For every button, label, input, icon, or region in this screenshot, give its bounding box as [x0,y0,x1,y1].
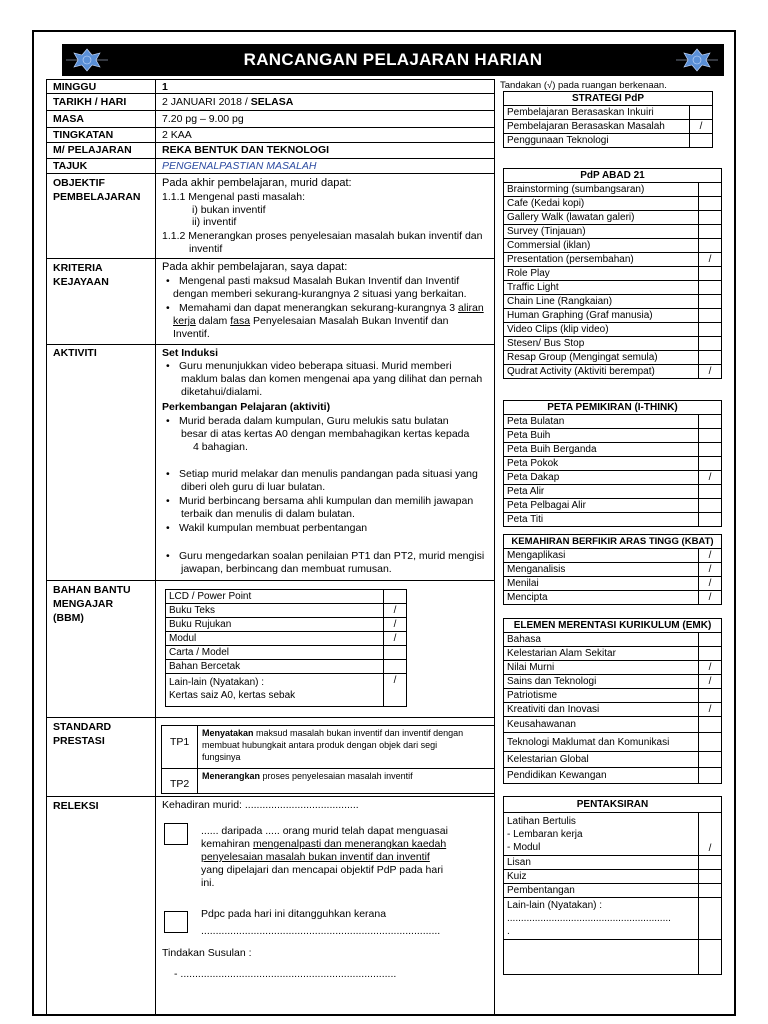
tp2-desc: Menerangkan proses penyelesaian masalah inventif [202,771,413,781]
abad-item: Stesen/ Bus Stop [504,337,699,351]
pentaksiran-checkbox[interactable]: / [699,813,722,856]
subjek-label: M/ PELAJARAN [53,144,132,156]
objektif-line: inventif [189,243,223,255]
peta-checkbox[interactable]: / [699,471,722,485]
peta-checkbox[interactable] [699,499,722,513]
peta-table [503,400,722,527]
strategi-checkbox[interactable]: / [690,120,713,134]
abad-checkbox[interactable] [699,225,722,239]
pentaksiran-checkbox[interactable] [699,856,722,870]
emk-checkbox[interactable]: / [699,661,722,675]
bbm-table [165,589,407,707]
pentaksiran-lain-label: Lain-lain (Nyatakan) : [507,900,603,911]
tajuk-label: TAJUK [53,160,88,172]
pentaksiran-item: Lisan [504,856,699,870]
bbm-lain-value: Kertas saiz A0, kertas sebak [169,690,296,701]
pentaksiran-item: - Lembaran kerja [507,829,583,840]
pentaksiran-blank [504,940,699,975]
refleksi-label: RELEKSI [53,800,99,812]
abad-checkbox[interactable] [699,351,722,365]
abad-item: Presentation (persembahan) [504,253,699,267]
kehadiran-line: Kehadiran murid: ....................................... [162,799,359,811]
peta-item: Peta Dakap [504,471,699,485]
abad-item: Human Graphing (Graf manusia) [504,309,699,323]
pentaksiran-table [503,796,722,975]
masa-value: 7.20 pg – 9.00 pg [162,113,244,125]
title-bar [62,44,724,76]
bbm-item: LCD / Power Point [166,590,384,604]
emk-item: Patriotisme [504,689,699,703]
peta-item: Peta Titi [504,513,699,527]
kbat-item: Mencipta [504,591,699,605]
peta-checkbox[interactable] [699,485,722,499]
set-induksi-heading: Set Induksi [162,347,219,359]
aktiviti-item: • Murid berbincang bersama ahli kumpulan dan memilih jawapan terbaik dan menulis di dalam bulatan. [162,495,473,521]
kbat-checkbox[interactable]: / [699,591,722,605]
bbm-item: Modul [166,632,384,646]
refleksi-text: Pdpc pada hari ini ditangguhkan kerana .................................................................................. [201,908,441,937]
tp1-desc: Menyatakan maksud masalah bukan inventif dan inventif dengan membuat hubungkait antara produk dengan objek dari segi fungsinya [202,728,464,762]
strategi-checkbox[interactable] [690,106,713,120]
emk-title: ELEMEN MERENTASI KURIKULUM (EMK) [504,619,722,633]
emk-checkbox[interactable]: / [699,675,722,689]
emk-table [503,618,722,784]
minggu-value: 1 [162,81,168,93]
pentaksiran-item: Pembentangan [504,884,699,898]
kbat-checkbox[interactable]: / [699,549,722,563]
aktiviti-item: • Wakil kumpulan membuat perbentangan [162,522,367,535]
pentaksiran-checkbox[interactable] [699,940,722,975]
emk-checkbox[interactable] [699,752,722,768]
tindakan-line: - .......................................................................... [174,968,397,980]
emk-item: Nilai Murni [504,661,699,675]
aktiviti-item: • Guru mengedarkan soalan penilaian PT1 dan PT2, murid mengisi jawapan, berbincang dan membuat rumusan. [162,550,484,576]
peta-checkbox[interactable] [699,443,722,457]
abad-checkbox[interactable] [699,323,722,337]
bbm-item: Buku Rujukan [166,618,384,632]
emk-checkbox[interactable] [699,768,722,784]
ornament-icon [64,47,110,73]
emk-checkbox[interactable] [699,633,722,647]
abad-checkbox[interactable] [699,239,722,253]
kriteria-intro: Pada akhir pembelajaran, saya dapat: [162,261,348,273]
abad-checkbox[interactable] [699,267,722,281]
objektif-line: 1.1.2 Menerangkan proses penyelesaian masalah bukan inventif dan [162,230,483,242]
pentaksiran-checkbox[interactable] [699,898,722,940]
pentaksiran-checkbox[interactable] [699,884,722,898]
kbat-checkbox[interactable]: / [699,563,722,577]
page-title: RANCANGAN PELAJARAN HARIAN [243,50,543,69]
abad-item: Commersial (iklan) [504,239,699,253]
pentaksiran-item: Latihan Bertulis [507,816,576,827]
tajuk-value: PENGENALPASTIAN MASALAH [162,160,317,172]
abad-checkbox[interactable] [699,281,722,295]
abad-table [503,168,722,379]
abad-item: Traffic Light [504,281,699,295]
bbm-checkbox[interactable] [384,590,407,604]
abad-checkbox[interactable] [699,295,722,309]
minggu-label: MINGGU [53,81,97,93]
strategi-item: Pembelajaran Berasaskan Masalah [504,120,690,134]
kriteria-item: • Mengenal pasti maksud Masalah Bukan Inventif dan Inventif dengan memberi sekurang-kurangnya 2 situasi yang berkaitan. [162,275,467,301]
peta-item: Peta Buih [504,429,699,443]
tingkatan-label: TINGKATAN [53,129,114,141]
strategi-checkbox[interactable] [690,134,713,148]
strategi-table [503,91,713,148]
abad-checkbox[interactable] [699,211,722,225]
kbat-item: Menganalisis [504,563,699,577]
emk-item: Bahasa [504,633,699,647]
emk-item: Pendidikan Kewangan [504,768,699,784]
abad-title: PdP ABAD 21 [504,169,722,183]
peta-checkbox[interactable] [699,457,722,471]
abad-item: Cafe (Kedai kopi) [504,197,699,211]
pentaksiran-title: PENTAKSIRAN [504,797,722,813]
aktiviti-item: • Setiap murid melakar dan menulis pandangan pada situasi yang diberi oleh guru di luar bulatan. [162,468,478,494]
emk-item: Keusahawanan [504,717,699,733]
emk-checkbox[interactable] [699,689,722,703]
tingkatan-value: 2 KAA [162,129,192,141]
masa-label: MASA [53,113,84,125]
refleksi-text: ...... daripada ..... orang murid telah dapat menguasai kemahiran mengenalpasti dan menerangkan kaedah penyelesaian masalah bukan inventif dan inventif yang dipelajari dan mencapai objektif PdP pada hari ini. [201,825,448,889]
bbm-checkbox[interactable]: / [384,618,407,632]
bbm-item: Bahan Bercetak [166,660,384,674]
abad-checkbox[interactable]: / [699,365,722,379]
bbm-checkbox[interactable] [384,660,407,674]
peta-item: Peta Bulatan [504,415,699,429]
bbm-lain-label: Lain-lain (Nyatakan) : [169,677,265,688]
abad-checkbox[interactable] [699,183,722,197]
objektif-line: i) bukan inventif [192,204,266,216]
instruction-note: Tandakan (√) pada ruangan berkenaan. [500,80,667,91]
kbat-checkbox[interactable]: / [699,577,722,591]
bbm-checkbox[interactable]: / [384,604,407,618]
emk-item: Kelestarian Alam Sekitar [504,647,699,661]
abad-item: Video Clips (klip video) [504,323,699,337]
emk-checkbox[interactable] [699,733,722,752]
emk-item: Kelestarian Global [504,752,699,768]
strategi-item: Penggunaan Teknologi [504,134,690,148]
refleksi-checkbox[interactable] [164,911,188,933]
kbat-item: Mengaplikasi [504,549,699,563]
abad-checkbox[interactable] [699,309,722,323]
aktiviti-label: AKTIVITI [53,347,97,359]
peta-item: Peta Buih Berganda [504,443,699,457]
kbat-item: Menilai [504,577,699,591]
bbm-label: BAHAN BANTU MENGAJAR (BBM) [53,584,131,624]
pentaksiran-item: - Modul [507,842,541,853]
emk-item: Sains dan Teknologi [504,675,699,689]
abad-checkbox[interactable]: / [699,253,722,267]
emk-item: Kreativiti dan Inovasi [504,703,699,717]
peta-item: Peta Pelbagai Alir [504,499,699,513]
bbm-item: Buku Teks [166,604,384,618]
peta-title: PETA PEMIKIRAN (I-THINK) [504,401,722,415]
abad-item: Brainstorming (sumbangsaran) [504,183,699,197]
peta-checkbox[interactable] [699,415,722,429]
kbat-table [503,534,722,605]
subjek-value: REKA BENTUK DAN TEKNOLOGI [162,144,330,156]
kriteria-label: KRITERIA KEJAYAAN [53,262,109,288]
standard-label: STANDARD PRESTASI [53,721,112,747]
objektif-label: OBJEKTIF PEMBELAJARAN [53,177,141,203]
pentaksiran-checkbox[interactable] [699,870,722,884]
abad-item: Resap Group (Mengingat semula) [504,351,699,365]
kbat-title: KEMAHIRAN BERFIKIR ARAS TINGG (KBAT) [504,535,722,549]
ornament-icon [674,47,720,73]
pentaksiran-lain-line: . [507,926,510,937]
strategi-title: STRATEGI PdP [504,92,713,106]
abad-item: Role Play [504,267,699,281]
peta-checkbox[interactable] [699,429,722,443]
peta-item: Peta Alir [504,485,699,499]
abad-item: Survey (Tinjauan) [504,225,699,239]
abad-checkbox[interactable] [699,337,722,351]
perkembangan-heading: Perkembangan Pelajaran (aktiviti) [162,401,331,413]
tindakan-label: Tindakan Susulan : [162,947,252,959]
aktiviti-item: • Murid berada dalam kumpulan, Guru melukis satu bulatan besar di atas kertas A0 dengan membahagikan kertas kepada 4 bahagian. [162,415,469,454]
emk-checkbox[interactable] [699,717,722,733]
bbm-checkbox[interactable]: / [384,632,407,646]
objektif-line: ii) inventif [192,216,237,228]
peta-checkbox[interactable] [699,513,722,527]
kriteria-item: • Memahami dan dapat menerangkan sekurang-kurangnya 3 aliran kerja dalam fasa Penyelesaian Masalah Bukan Inventif dan Inventif. [162,302,484,341]
pentaksiran-item: Kuiz [504,870,699,884]
emk-item: Teknologi Maklumat dan Komunikasi [504,733,699,752]
peta-item: Peta Pokok [504,457,699,471]
abad-item: Qudrat Activity (Aktiviti berempat) [504,365,699,379]
tp1-label: TP1 [170,736,190,748]
refleksi-checkbox[interactable] [164,823,188,845]
bbm-item: Carta / Model [166,646,384,660]
abad-item: Gallery Walk (lawatan galeri) [504,211,699,225]
emk-checkbox[interactable]: / [699,703,722,717]
strategi-item: Pembelajaran Berasaskan Inkuiri [504,106,690,120]
objektif-line: 1.1.1 Mengenal pasti masalah: [162,191,306,203]
emk-checkbox[interactable] [699,647,722,661]
bbm-checkbox[interactable]: / [384,674,407,707]
abad-checkbox[interactable] [699,197,722,211]
objektif-intro: Pada akhir pembelajaran, murid dapat: [162,177,352,189]
tp2-label: TP2 [170,778,190,790]
abad-item: Chain Line (Rangkaian) [504,295,699,309]
aktiviti-item: • Guru menunjukkan video beberapa situasi. Murid memberi maklum balas dan komen mengenai apa yang dilihat dan pernah diketahui/dialami. [162,360,482,399]
tarikh-value: 2 JANUARI 2018 / SELASA [162,96,294,108]
bbm-checkbox[interactable] [384,646,407,660]
tarikh-label: TARIKH / HARI [53,96,127,108]
pentaksiran-lain-line: ........................................................... [507,913,671,924]
